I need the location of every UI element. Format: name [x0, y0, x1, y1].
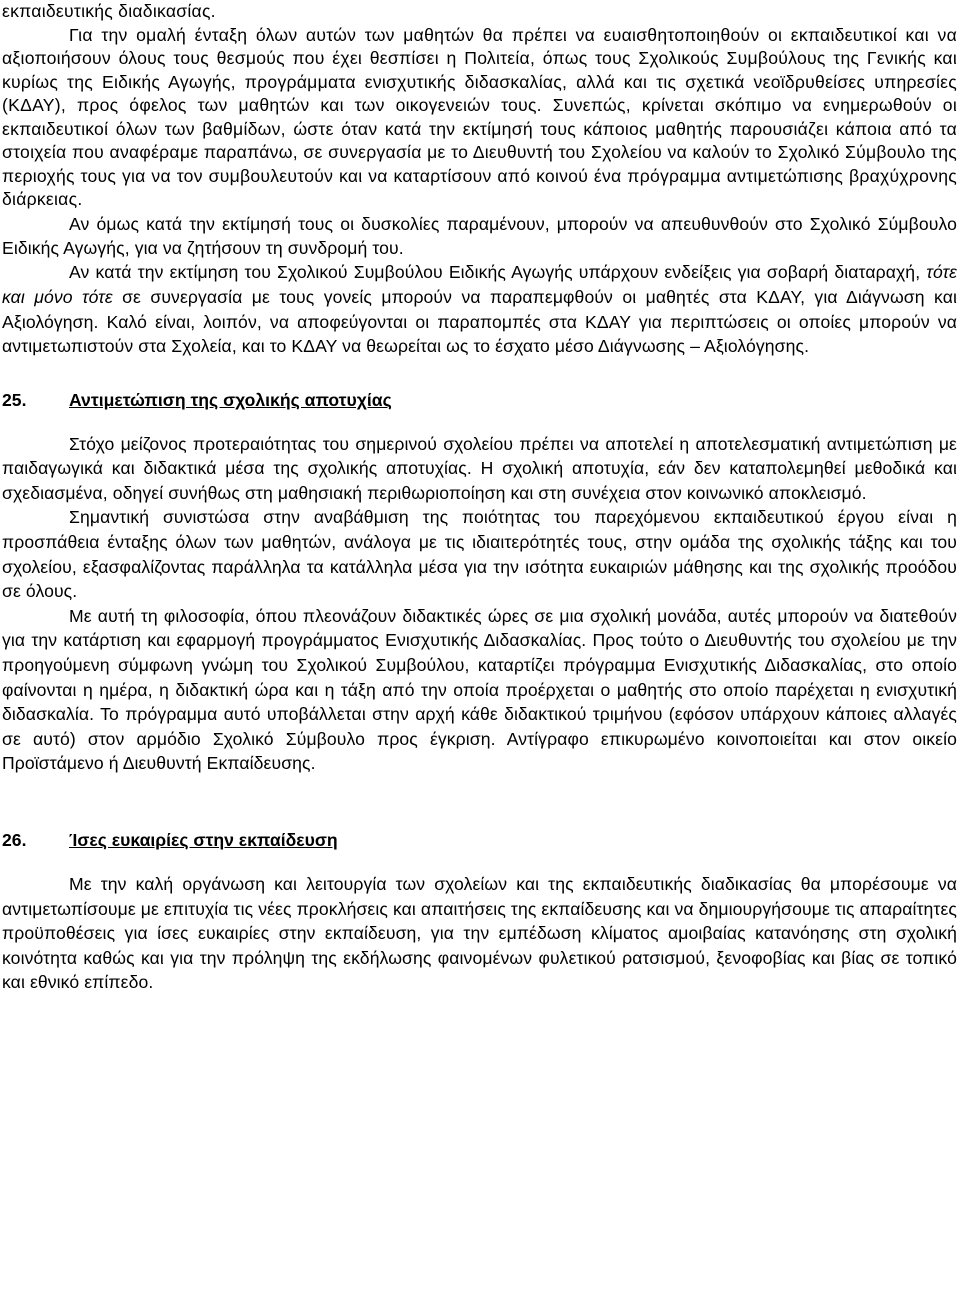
kday-text-start: Αν κατά την εκτίμηση του Σχολικού Συμβούλου Ειδικής Αγωγής υπάρχουν ενδείξεις για σοβαρή διαταραχή, — [69, 262, 921, 283]
paragraph-school-failure: Στόχο μείζονος προτεραιότητας του σημερινού σχολείου πρέπει να αποτελεί η αποτελεσματική αντιμετώπιση με παιδαγωγικά και διδακτικά μέσα της σχολικής αποτυχίας. Η σχολική αποτυχία, εάν δεν καταπολεμηθεί μεθοδικά και σχεδιασμένα, οδηγεί συνήθως στη μαθησιακή περιθωριοποίηση και στη συνέχεια στον κοινωνικό αποκλεισμό. — [2, 433, 957, 503]
section-number: 26. — [2, 830, 27, 850]
paragraph-equal-opportunities: Με την καλή οργάνωση και λειτουργία των σχολείων και της εκπαιδευτικής διαδικασίας θα μπορέσουμε να αντιμετωπίσουμε με επιτυχία τις νέες προκλήσεις και απαιτήσεις της εκπαίδευσης και να δημιουργήσουμε τις απαραίτητες προϋποθέσεις για ίσες ευκαιρίες στην εκπαίδευση, για την εμπέδωση κλίματος αμοιβαίας κατανόησης στη σχολική κοινότητα καθώς και για την πρόληψη της εκδήλωσης φαινομένων φυλετικού ρατσισμού, ξενοφοβίας και βίας σε τοπικό και εθνικό επίπεδο. — [2, 874, 957, 993]
section-heading-25 — [2, 388, 957, 412]
paragraph-quality-upgrade: Σημαντική συνιστώσα στην αναβάθμιση της ποιότητας του παρεχόμενου εκπαιδευτικού έργου είναι η προσπάθεια ένταξης όλων των μαθητών, ανάλογα με τις ιδιαιτερότητές τους, στην ομάδα της σχολικής τάξης και του σχολείου, εξασφαλίζοντας παράλληλα τα κατάλληλα μέσα για την ισότητα ευκαιριών μάθησης και της σχολικής προόδου σε όλους. — [2, 507, 957, 602]
section-title: Αντιμετώπιση της σχολικής αποτυχίας — [69, 389, 392, 410]
paragraph-special-education-advisor: Αν όμως κατά την εκτίμησή τους οι δυσκολίες παραμένουν, μπορούν να απευθυνθούν στο Σχολικό Σύμβουλο Ειδικής Αγωγής, για να ζητήσουν τη συνδρομή του. — [2, 213, 957, 258]
paragraph-remedial-teaching: Με αυτή τη φιλοσοφία, όπου πλεονάζουν διδακτικές ώρες σε μια σχολική μονάδα, αυτές μπορούν να διατεθούν για την κατάρτιση και εφαρμογή προγράμματος Ενισχυτικής Διδασκαλίας. Προς τούτο ο Διευθυντής του σχολείου με την προηγούμενη σύμφωνη γνώμη του Σχολικού Συμβούλου, καταρτίζει πρόγραμμα Ενισχυτικής Διδασκαλίας, στο οποίο φαίνονται η ημέρα, η διδακτική ώρα και η τάξη από την οποία προέρχεται ο μαθητής στο οποίο παρέχεται η ενισχυτική διδασκαλία. Το πρόγραμμα αυτό υποβάλλεται στην αρχή κάθε διδακτικού τριμήνου (εφόσον υπάρχουν κάποιες αλλαγές σε αυτό) στον αρμόδιο Σχολικό Σύμβουλο προς έγκριση. Αντίγραφο επικυρωμένο κοινοποιείται και στον οικείο Προϊστάμενο ή Διευθυντή Εκπαίδευσης. — [2, 605, 957, 774]
section-number: 25. — [2, 389, 27, 410]
paragraph-kday-referral — [2, 260, 957, 358]
section-heading-26 — [2, 828, 957, 852]
kday-text-end: σε συνεργασία με τους γονείς μπορούν να παραπεμφθούν οι μαθητές στα ΚΔΑΥ, για Διάγνωση και Αξιολόγηση. Καλό είναι, λοιπόν, να αποφεύγονται οι παραπομπές στα ΚΔΑΥ για περιπτώσεις οι οποίες μπορούν να αντιμετωπιστούν στα Σχολεία, και το ΚΔΑΥ να θεωρείται ως το έσχατο μέσο Διάγνωσης – Αξιολόγησης. — [2, 286, 957, 357]
emphasis-only-then: τότε και μόνο τότε — [2, 262, 957, 307]
paragraph-integration-students: Για την ομαλή ένταξη όλων αυτών των μαθητών θα πρέπει να ευαισθητοποιηθούν οι εκπαιδευτικοί και να αξιοποιήσουν όλους τους θεσμούς που έχει θεσπίσει η Πολιτεία, όπως τους Σχολικούς Συμβούλους της Γενικής και κυρίως της Ειδικής Αγωγής, προγράμματα ενισχυτικής διδασκαλίας, αλλά και τις σχετικά νεοϊδρυθείσες υπηρεσίες (ΚΔΑΥ), προς όφελος των μαθητών και των οικογενειών τους. Συνεπώς, κρίνεται σκόπιμο να ενημερωθούν οι εκπαιδευτικοί όλων των βαθμίδων, ώστε όταν κατά την εκτίμησή τους κάποιος μαθητής παρουσιάζει κάποια από τα στοιχεία που αναφέραμε παραπάνω, σε συνεργασία με το Διευθυντή του Σχολείου να καλούν το Σχολικό Σύμβουλο της περιοχής τους για να τον συμβουλευτούν και να καταρτίσουν από κοινού ένα πρόγραμμα αντιμετώπισης βραχύχρονης διάρκειας. — [2, 24, 957, 209]
paragraph-intro-end: εκπαιδευτικής διαδικασίας. — [2, 1, 216, 21]
section-title: Ίσες ευκαιρίες στην εκπαίδευση — [69, 830, 338, 850]
